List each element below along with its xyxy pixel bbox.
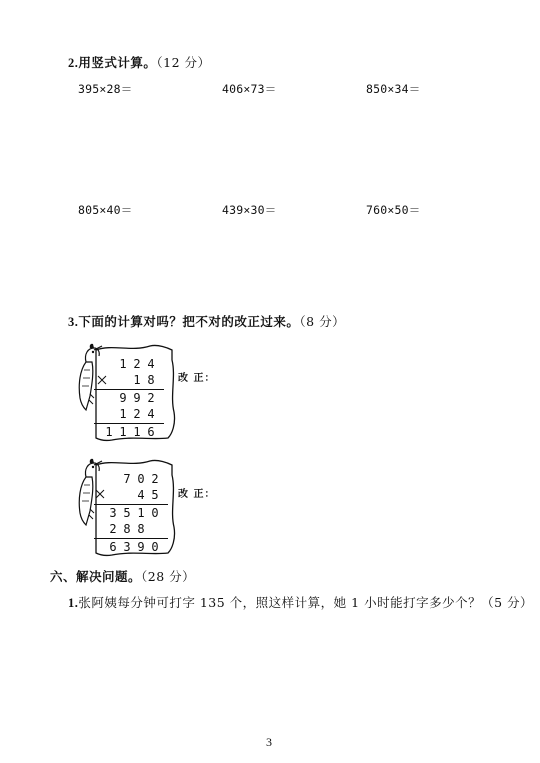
- card1-correction-label: 改 正：: [178, 373, 216, 384]
- card2-r4-c4: [148, 522, 162, 537]
- problem-6-1: [68, 593, 533, 611]
- problem-6-1-points: （5 分）: [481, 595, 534, 610]
- card2-r1-c1: [106, 472, 120, 487]
- card1-r4-c1: [102, 407, 116, 422]
- card1-r4-c3: 2: [133, 407, 141, 421]
- card2-r1-c2: 7: [123, 472, 131, 486]
- problem-6-1-text: 张阿姨每分钟可打字 135 个，照这样计算，她 1 小时能打字多少个？: [78, 595, 482, 610]
- card1-r3-c3: 9: [133, 391, 141, 405]
- section6-points: （28 分）: [141, 569, 196, 584]
- section6-heading: [50, 567, 195, 585]
- q3-number: 3.: [68, 315, 79, 329]
- card2-r3-c2: 5: [123, 506, 131, 520]
- card2-r2-c2: [120, 488, 134, 503]
- card1-r1-c2: 1: [119, 357, 127, 371]
- card1-r3-c2: 9: [119, 391, 127, 405]
- card1-rule-1: [94, 389, 164, 390]
- card1-r3-c4: 2: [147, 391, 155, 405]
- q2-expr-6: 760×50＝: [366, 203, 421, 217]
- calculation-card-2: [72, 451, 182, 561]
- card2-rule-1: [94, 504, 168, 505]
- card2-r4-c2: 8: [123, 522, 131, 536]
- card1-r5-c3: 1: [133, 425, 141, 439]
- card2-r3-c3: 1: [137, 506, 145, 520]
- card1-r2-c4: 8: [147, 373, 155, 387]
- card1-r1-c3: 2: [133, 357, 141, 371]
- card2-rule-2: [94, 538, 168, 539]
- q2-expr-5: 439×30＝: [222, 203, 277, 217]
- card1-rule-2: [94, 423, 164, 424]
- card2-r5-c4: 0: [151, 540, 159, 554]
- card2-r3-c1: 3: [109, 506, 117, 520]
- q2-expr-3: 850×34＝: [366, 82, 421, 96]
- card1-r1-c1: [102, 357, 116, 372]
- card1-r2-c3: 1: [133, 373, 141, 387]
- card1-r2-c1: [102, 373, 116, 388]
- card1-r3-c1: [102, 391, 116, 406]
- q3-title: 下面的计算对吗？把不对的改正过来。: [78, 314, 300, 329]
- card1-r5-c1: 1: [105, 425, 113, 439]
- card1-r5-c4: 6: [147, 425, 155, 439]
- card2-r1-c4: 2: [151, 472, 159, 486]
- card2-r3-c4: 0: [151, 506, 159, 520]
- card2-r2-c1: [106, 488, 120, 503]
- card2-r1-c3: 0: [137, 472, 145, 486]
- q2-expr-4: 805×40＝: [78, 203, 133, 217]
- q3-heading: [68, 312, 345, 330]
- card1-r2-c2: [116, 373, 130, 388]
- problem-6-1-number: 1.: [68, 596, 79, 610]
- page-number: 3: [266, 735, 272, 749]
- q2-points: （12 分）: [156, 55, 211, 70]
- card1-r5-c2: 1: [119, 425, 127, 439]
- q2-title: 用竖式计算。: [78, 55, 157, 70]
- q2-number: 2.: [68, 56, 79, 70]
- card2-r5-c2: 3: [123, 540, 131, 554]
- section6-title: 六、解决问题。: [50, 569, 142, 584]
- calculation-card-1: [72, 336, 182, 446]
- card1-r4-c2: 1: [119, 407, 127, 421]
- q2-expr-2: 406×73＝: [222, 82, 277, 96]
- card1-r1-c4: 4: [147, 357, 155, 371]
- card1-r4-c4: 4: [147, 407, 155, 421]
- card2-r4-c1: 2: [109, 522, 117, 536]
- card2-r4-c3: 8: [137, 522, 145, 536]
- card2-correction-label: 改 正：: [178, 489, 216, 500]
- q2-expr-1: 395×28＝: [78, 82, 133, 96]
- q3-points: （8 分）: [299, 314, 346, 329]
- card2-r5-c3: 9: [137, 540, 145, 554]
- card2-r2-c4: 5: [151, 488, 159, 502]
- card2-r2-c3: 4: [137, 488, 145, 502]
- card2-r5-c1: 6: [109, 540, 117, 554]
- q2-heading: [68, 53, 211, 71]
